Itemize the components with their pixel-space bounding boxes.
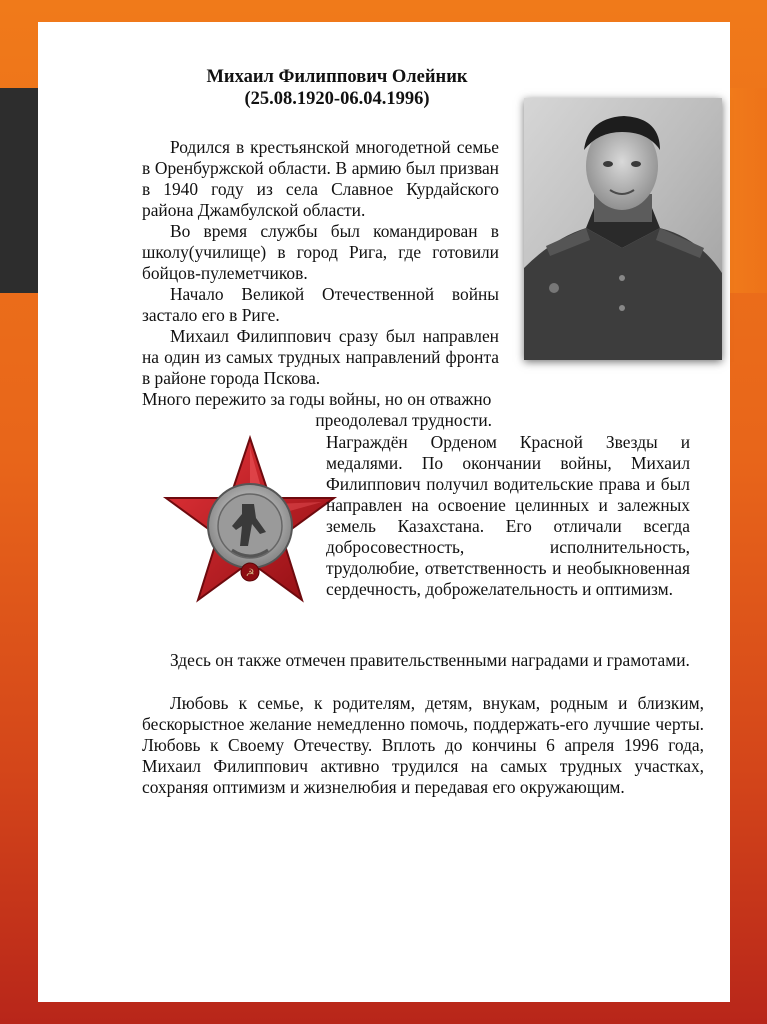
left-dark-band [0, 88, 38, 293]
portrait-photo [524, 98, 722, 360]
page-title [142, 66, 532, 110]
para-front: Михаил Филиппович сразу был направлен на один из самых трудных направлений фронта в районе города Пскова. [142, 326, 499, 388]
para-birth: Родился в крестьянской многодетной семье в Оренбуржской области. В армию был призван в 1940 году из села Славное Курдайского района Джамбулской области. [142, 137, 499, 220]
red-star-order-image [162, 434, 338, 610]
svg-text:☭: ☭ [245, 568, 255, 579]
para-legacy: Любовь к семье, к родителям, детям, внукам, родным и близким, бескорыстное желание немедленно помочь, поддержать-его лучшие черты. Любовь к Своему Отечеству. Вплоть до кончины 6 апреля 1996 года, Михаил Филиппович активно трудился на самых трудных участках, сохраняя оптимизм и жизнелюбия и передавая его окружающим. [142, 693, 704, 797]
para-awards-text: Награждён Орденом Красной Звезды и медалями. По окончании войны, Михаил Филиппович получил водительские права и был направлен на освоение целинных и залежных земель Казахстана. Его отличали всегда добросовестность, исполнительность, трудолюбие, ответственность и необыкновенная сердечность, доброжелательность и оптимизм. [326, 432, 690, 599]
document-page [38, 22, 730, 1002]
para-war-start: Начало Великой Отечественной войны застало его в Риге. [142, 284, 499, 325]
para-service: Во время службы был командирован в школу(училище) в город Рига, где готовили бойцов-пулеметчиков. [142, 221, 499, 283]
title-name: Михаил Филиппович Олейник [206, 67, 468, 87]
para-honors: Здесь он также отмечен правительственными наградами и грамотами. [170, 650, 690, 670]
para-front-wide: Много пережито за годы войны, но он отважно [142, 389, 492, 409]
red-star-icon [162, 434, 338, 610]
para-front-end: преодолевал трудности. [315, 410, 492, 430]
soldier-portrait-image [524, 98, 722, 360]
title-dates: (25.08.1920-06.04.1996) [244, 89, 430, 109]
para-awards [326, 432, 710, 600]
right-band [729, 88, 767, 293]
